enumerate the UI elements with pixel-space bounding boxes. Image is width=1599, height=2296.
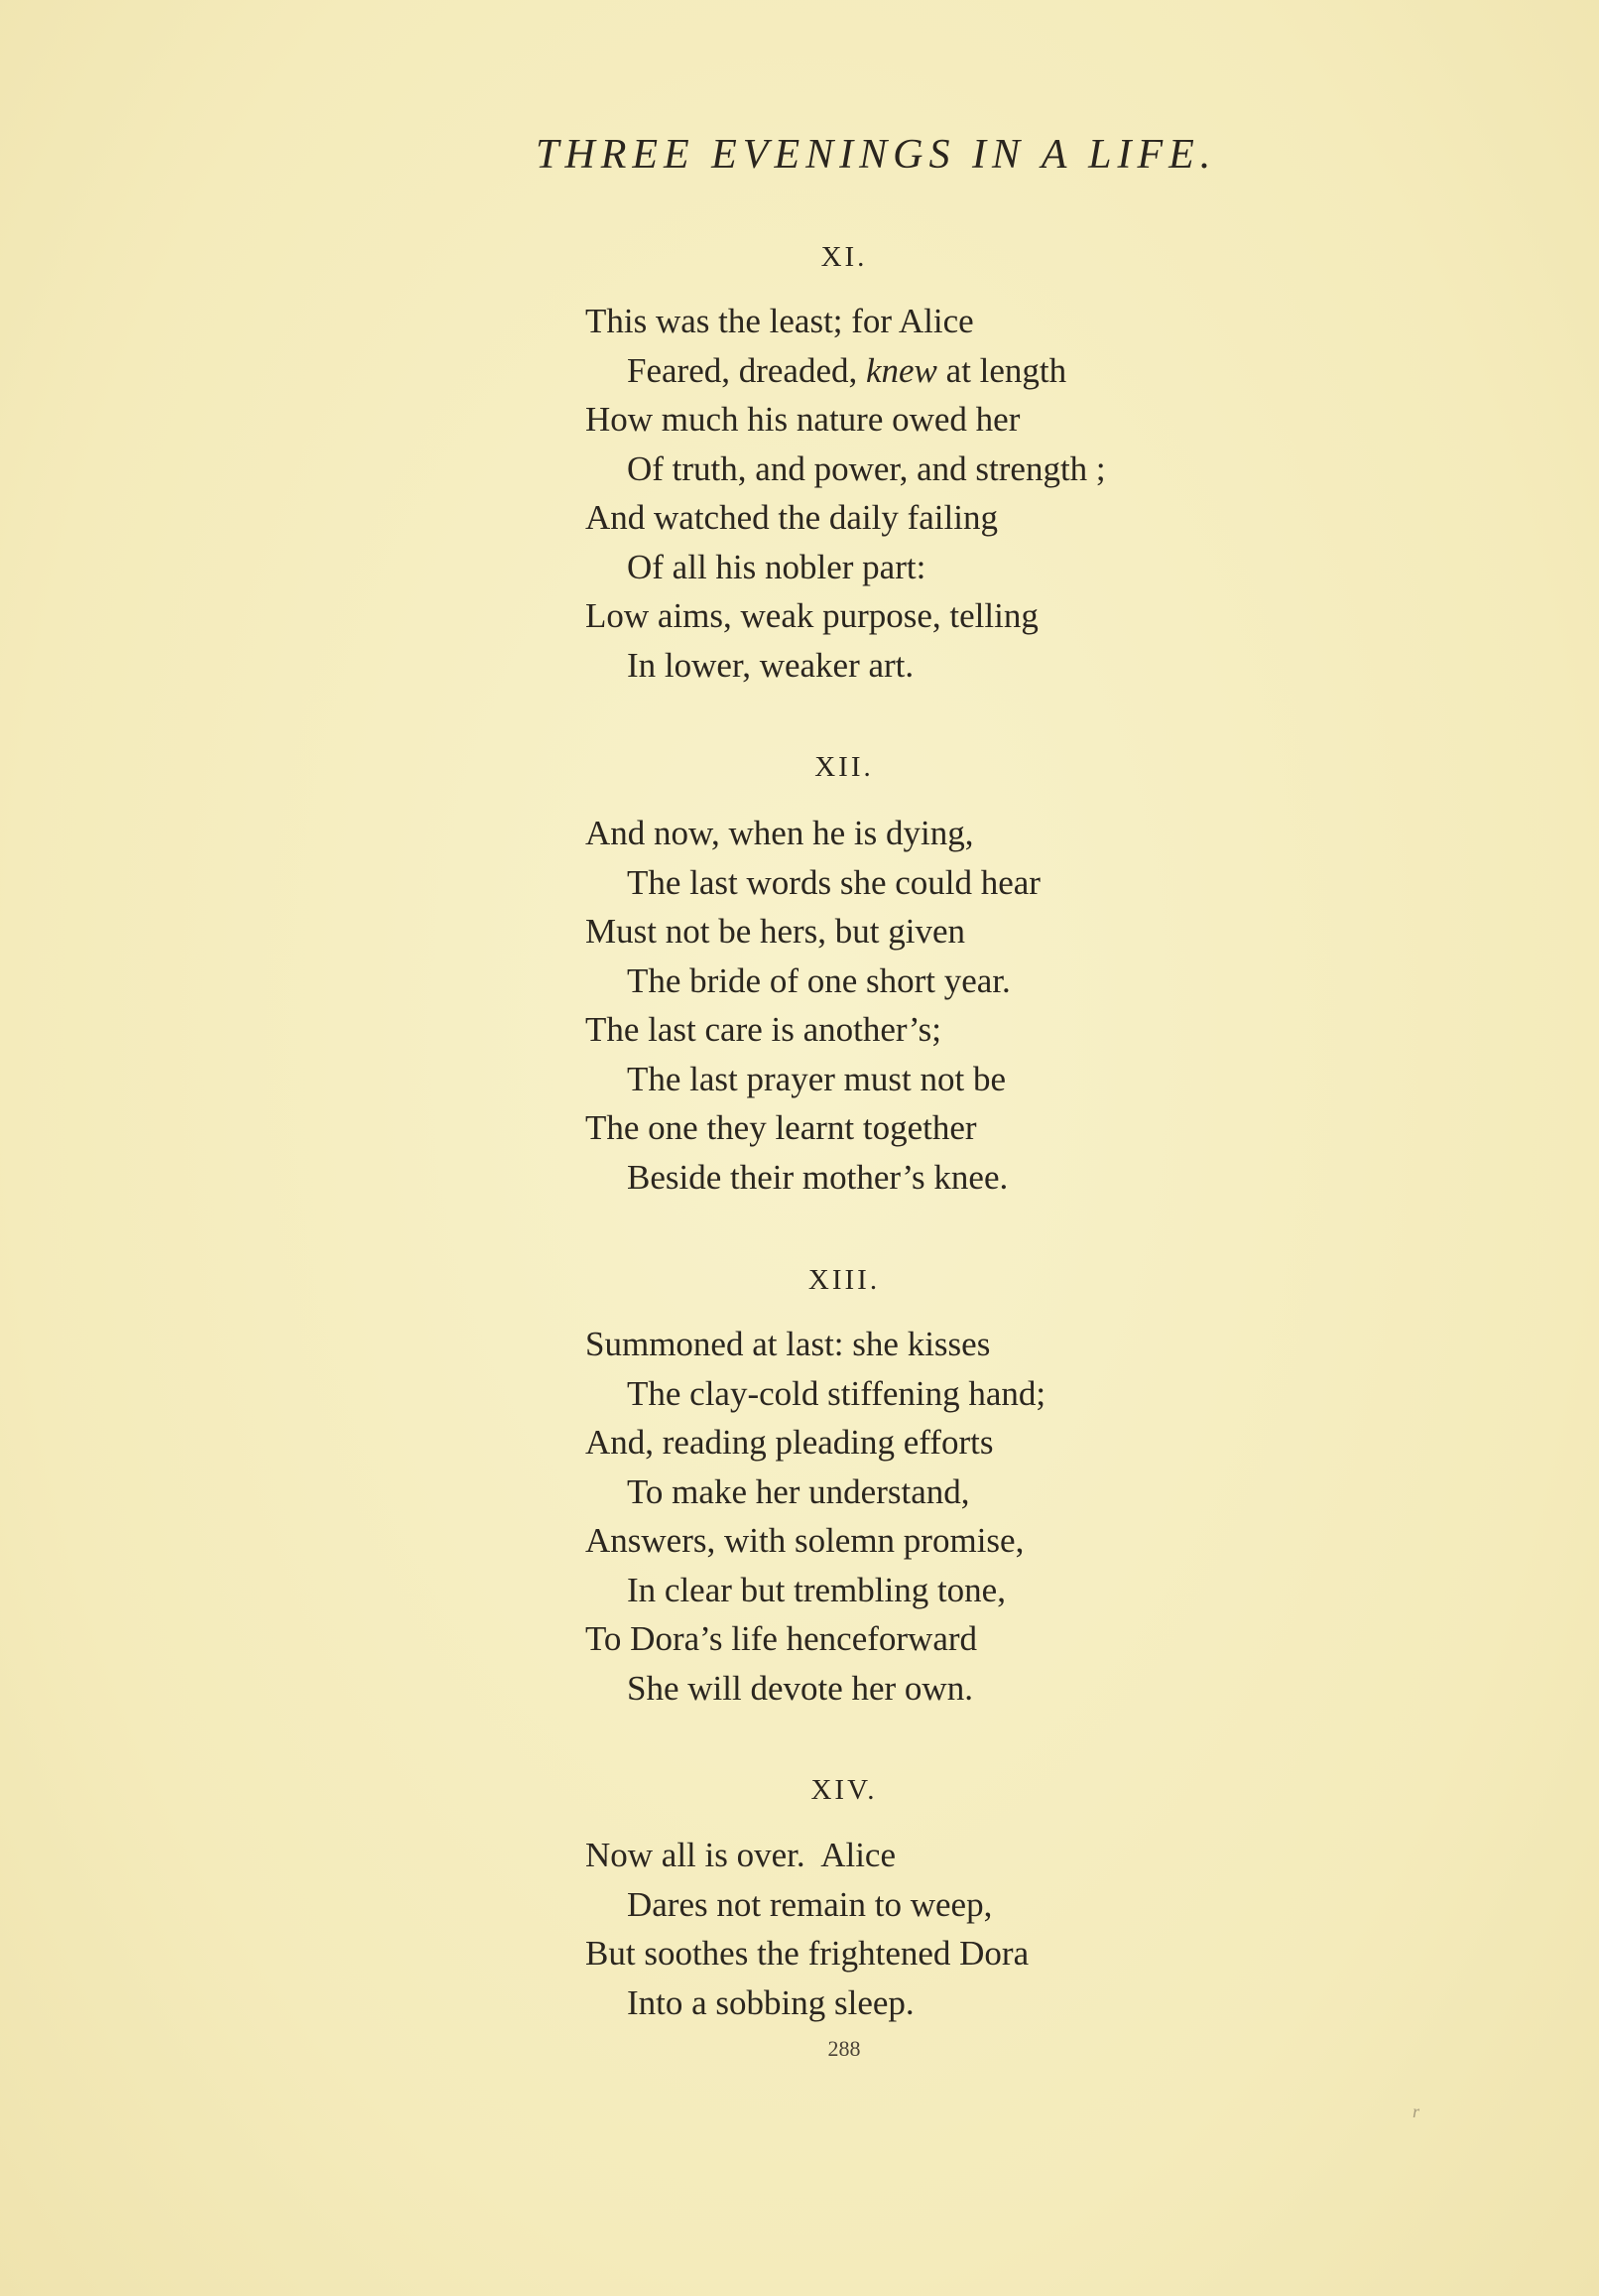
verse-line: Now all is over. Alice bbox=[585, 1836, 897, 1874]
stanza-number: XIII. bbox=[807, 1264, 881, 1296]
stanza bbox=[585, 1320, 1379, 1713]
verse-line: Dares not remain to weep, bbox=[627, 1884, 993, 1924]
stanza-number: XIV. bbox=[810, 1774, 878, 1806]
verse-text: at length bbox=[936, 350, 1067, 390]
verse-line: The one they learnt together bbox=[585, 1108, 977, 1147]
running-head: THREE EVENINGS IN A LIFE. bbox=[536, 132, 1217, 178]
verse-line bbox=[585, 346, 1379, 396]
verse-line: The last care is another’s; bbox=[585, 1010, 941, 1049]
emphasized-word: knew bbox=[865, 350, 937, 390]
verse-line: And, reading pleading efforts bbox=[585, 1423, 994, 1462]
stanza bbox=[585, 297, 1379, 690]
verse-line: Of truth, and power, and strength ; bbox=[627, 448, 1106, 488]
verse-line: Summoned at last: she kisses bbox=[585, 1325, 991, 1363]
verse-line: Beside their mother’s knee. bbox=[627, 1157, 1009, 1197]
verse-line: In clear but trembling tone, bbox=[627, 1570, 1006, 1609]
verse-line: Of all his nobler part: bbox=[627, 547, 926, 586]
verse-line: Answers, with solemn promise, bbox=[585, 1521, 1025, 1560]
verse-line: In lower, weaker art. bbox=[627, 645, 915, 685]
stanza bbox=[585, 1831, 1379, 2027]
verse-line: The bride of one short year. bbox=[627, 960, 1011, 1000]
verse-line: This was the least; for Alice bbox=[585, 302, 974, 340]
verse-line: And watched the daily failing bbox=[585, 498, 998, 537]
verse-line: Low aims, weak purpose, telling bbox=[585, 596, 1039, 635]
verse-line: Into a sobbing sleep. bbox=[627, 1982, 915, 2022]
stanza-number: XI. bbox=[820, 241, 868, 273]
verse-line: But soothes the frightened Dora bbox=[585, 1934, 1030, 1973]
verse-text: Feared, dreaded, bbox=[627, 350, 866, 390]
verse-line: The last prayer must not be bbox=[627, 1059, 1006, 1098]
verse-line: Must not be hers, but given bbox=[585, 912, 966, 951]
verse-line: The clay-cold stiffening hand; bbox=[627, 1373, 1046, 1413]
verse-line: She will devote her own. bbox=[627, 1668, 973, 1708]
stanza bbox=[585, 809, 1379, 1202]
verse-line: And now, when he is dying, bbox=[585, 814, 974, 852]
stanza-number: XII. bbox=[814, 751, 874, 783]
verse-line: How much his nature owed her bbox=[585, 400, 1021, 439]
margin-mark: r bbox=[1413, 2102, 1420, 2121]
verse-line: To Dora’s life henceforward bbox=[585, 1619, 978, 1658]
verse-line: To make her understand, bbox=[627, 1471, 970, 1511]
page-number: 288 bbox=[827, 2036, 861, 2061]
verse-line: The last words she could hear bbox=[627, 862, 1041, 902]
